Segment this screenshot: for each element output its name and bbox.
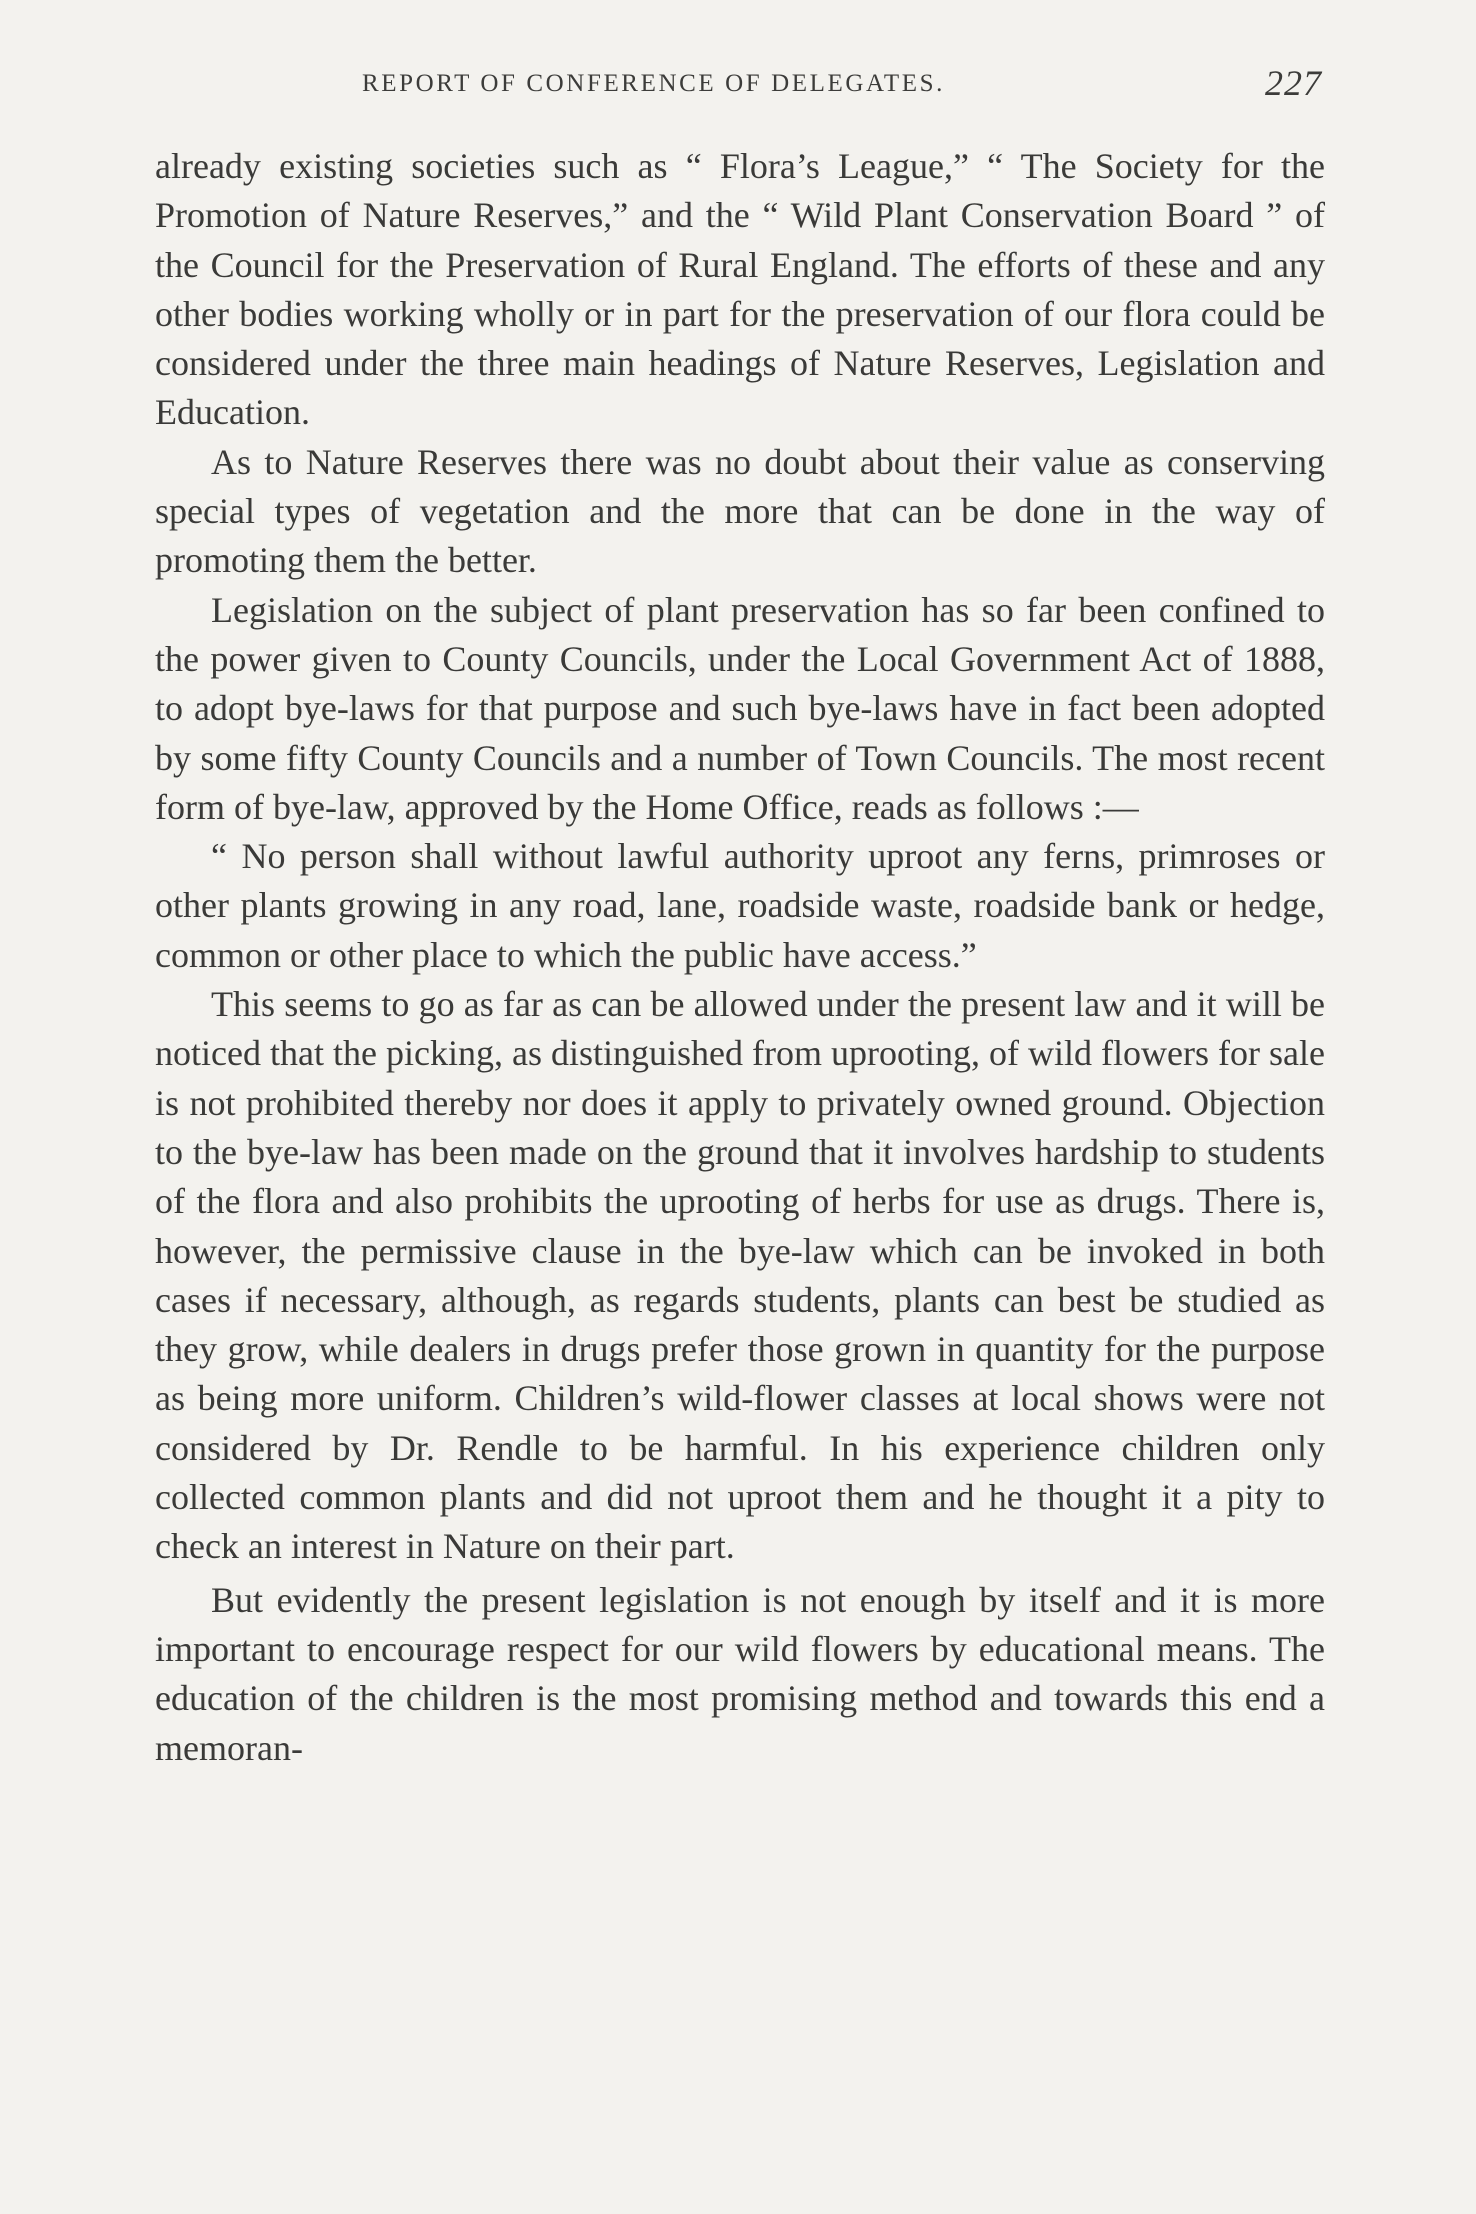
running-title: REPORT OF CONFERENCE OF DELEGATES.	[362, 70, 946, 97]
paragraph-legislation: Legislation on the subject of plant preservation has so far been confined to the power given to County Councils, under the Local Government Act of 1888, to adopt bye-laws for that purpose and such bye-laws have in fact been adopted by some fifty County Councils and a number of Town Councils. The most recent form of bye-law, approved by the Home Office, reads as follows :—	[155, 589, 1325, 827]
body-text	[155, 142, 1325, 1773]
page-number: 227	[1265, 63, 1322, 103]
paragraph-bye-law-discussion: This seems to go as far as can be allowed under the present law and it will be noticed that the picking, as distinguished from uprooting, of wild flowers for sale is not prohibited thereby nor does it apply to privately owned ground. Objection to the bye-law has been made on the ground that it involves hardship to students of the flora and also prohibits the uprooting of herbs for use as drugs. There is, however, the permissive clause in the bye-law which can be invoked in both cases if necessary, although, as regards students, plants can best be studied as they grow, while dealers in drugs prefer those grown in quantity for the purpose as being more uniform. Children’s wild-flower classes at local shows were not considered by Dr. Rendle to be harmful. In his experience children only collected common plants and did not uproot them and he thought it a pity to check an interest in Nature on their part.	[155, 984, 1325, 1567]
paragraph-bye-law-quote: “ No person shall without lawful authority uproot any ferns, primroses or other plants growing in any road, lane, roadside waste, roadside bank or hedge, common or other place to which the public have access.”	[155, 836, 1325, 975]
paragraph-education: But evidently the present legislation is not enough by itself and it is more important to encourage respect for our wild flowers by educational means. The education of the children is the most promising method and towards this end a memoran-	[155, 1579, 1325, 1768]
running-header	[362, 62, 1322, 102]
paragraph-continuation: already existing societies such as “ Flora’s League,” “ The Society for the Promotion of Nature Reserves,” and the “ Wild Plant Conservation Board ” of the Council for the Preservation of Rural England. The efforts of these and any other bodies working wholly or in part for the preservation of our flora could be considered under the three main headings of Nature Reserves, Legislation and Education.	[155, 146, 1325, 433]
paragraph-nature-reserves: As to Nature Reserves there was no doubt about their value as conserving special types of vegetation and the more that can be done in the way of promoting them the better.	[155, 441, 1325, 581]
